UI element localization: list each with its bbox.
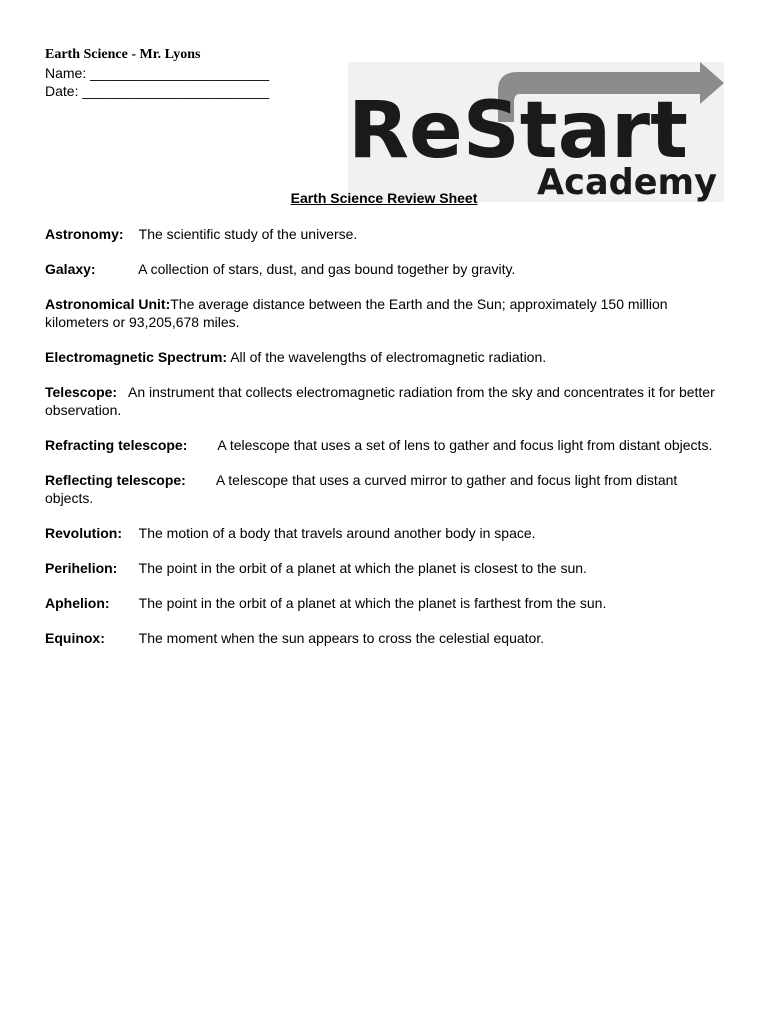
logo-text-main: ReStart: [348, 86, 688, 176]
term-telescope: [45, 383, 723, 419]
term-definition: An instrument that collects electromagnetic radiation from the sky and concentrates it for better observation.: [45, 384, 715, 418]
sheet-title: Earth Science Review Sheet: [290, 190, 478, 206]
term-definition: The point in the orbit of a planet at which the planet is farthest from the sun.: [138, 595, 607, 611]
term-label: Aphelion:: [45, 595, 110, 611]
term-definition: The moment when the sun appears to cross the celestial equator.: [138, 630, 545, 646]
term-revolution: [45, 524, 723, 542]
terms-list: [45, 225, 723, 664]
term-electromagnetic-spectrum: [45, 348, 723, 366]
term-label: Reflecting telescope:: [45, 472, 186, 488]
term-astronomy: [45, 225, 723, 243]
term-label: Astronomy:: [45, 226, 124, 242]
term-astronomical-unit: [45, 295, 723, 331]
term-label: Galaxy:: [45, 261, 96, 277]
term-definition: The motion of a body that travels around another body in space.: [138, 525, 536, 541]
term-definition: A collection of stars, dust, and gas bound together by gravity.: [138, 261, 516, 277]
date-line: Date: ________________________: [45, 83, 270, 99]
term-definition: A telescope that uses a curved mirror to gather and focus light from distant objects.: [45, 472, 678, 506]
term-label: Perihelion:: [45, 560, 118, 576]
name-line: Name: _______________________: [45, 65, 270, 81]
term-label: Refracting telescope:: [45, 437, 188, 453]
term-galaxy: [45, 260, 723, 278]
term-refracting-telescope: [45, 436, 723, 454]
term-label: Electromagnetic Spectrum:: [45, 349, 228, 365]
term-definition: The scientific study of the universe.: [138, 226, 358, 242]
term-reflecting-telescope: [45, 471, 723, 507]
term-definition: All of the wavelengths of electromagnetic radiation.: [230, 349, 547, 365]
term-label: Revolution:: [45, 525, 122, 541]
term-aphelion: [45, 594, 723, 612]
term-definition: The average distance between the Earth and the Sun; approximately 150 million kilometers or 93,205,678 miles.: [45, 296, 668, 330]
term-definition: The point in the orbit of a planet at which the planet is closest to the sun.: [138, 560, 587, 576]
term-equinox: [45, 629, 723, 647]
term-perihelion: [45, 559, 723, 577]
restart-academy-logo: [348, 62, 724, 202]
course-heading: Earth Science - Mr. Lyons: [45, 47, 201, 62]
logo-text-sub: Academy: [537, 162, 717, 202]
term-label: Astronomical Unit:: [45, 296, 171, 312]
term-label: Equinox:: [45, 630, 105, 646]
term-definition: A telescope that uses a set of lens to gather and focus light from distant objects.: [217, 437, 713, 453]
term-label: Telescope:: [45, 384, 118, 400]
